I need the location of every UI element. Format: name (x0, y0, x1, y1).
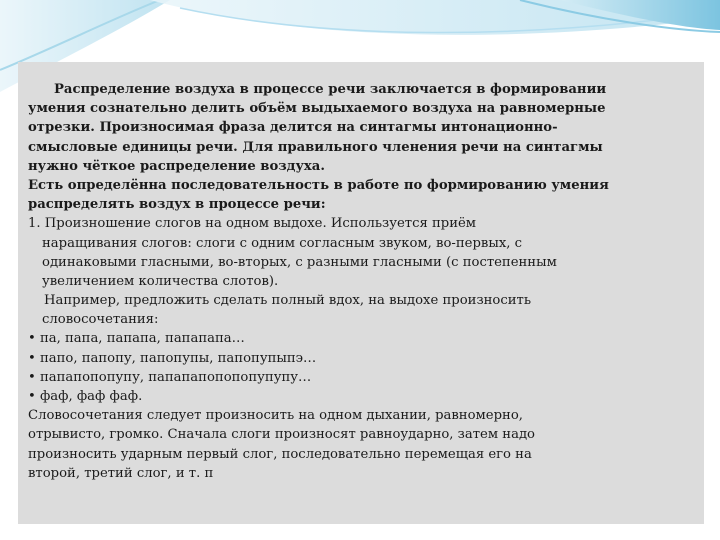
bullet-item: • па, папа, папапа, папапапа… (28, 331, 245, 347)
list-item-line: Например, предложить сделать полный вдох, на выдохе произносить (44, 293, 532, 309)
paragraph-line: Есть определённа последовательность в работе по формированию умения (28, 177, 609, 193)
list-item-line: 1. Произношение слогов на одном выдохе. Используется приём (28, 216, 477, 232)
list-item-line: увеличением количества слотов). (42, 273, 279, 289)
paragraph-line: смысловые единицы речи. Для правильного членения речи на синтагмы (28, 139, 603, 155)
paragraph-line: распределять воздух в процессе речи: (28, 197, 326, 213)
paragraph-line: нужно чёткое распределение воздуха. (28, 158, 325, 174)
bullet-item: • папо, папопу, папопупы, папопупыпэ… (28, 350, 317, 366)
paragraph-line: отрезки. Произносимая фраза делится на синтагмы интонационно- (28, 120, 558, 136)
closing-line: Словосочетания следует произносить на одном дыхании, равномерно, (28, 408, 523, 424)
closing-line: произносить ударным первый слог, последовательно перемещая его на (28, 446, 532, 462)
bullet-item: • фаф, фаф фаф. (28, 389, 143, 404)
bullet-item: • папапопопупу, папапапопопопупупу… (28, 369, 312, 385)
slide-text (28, 80, 704, 483)
list-item-line: одинаковыми гласными, во-вторых, с разными гласными (с постепенным (42, 254, 557, 270)
paragraph-line: умения сознательно делить объём выдыхаемого воздуха на равномерные (28, 101, 606, 117)
closing-line: отрывисто, громко. Сначала слоги произносят равноударно, затем надо (28, 427, 535, 443)
closing-line: второй, третий слог, и т. п (28, 465, 214, 481)
list-item-line: наращивания слогов: слоги с одним согласным звуком, во-первых, с (42, 235, 523, 251)
list-item-line: словосочетания: (42, 312, 159, 328)
paragraph-line: Распределение воздуха в процессе речи заключается в формировании (54, 82, 607, 97)
